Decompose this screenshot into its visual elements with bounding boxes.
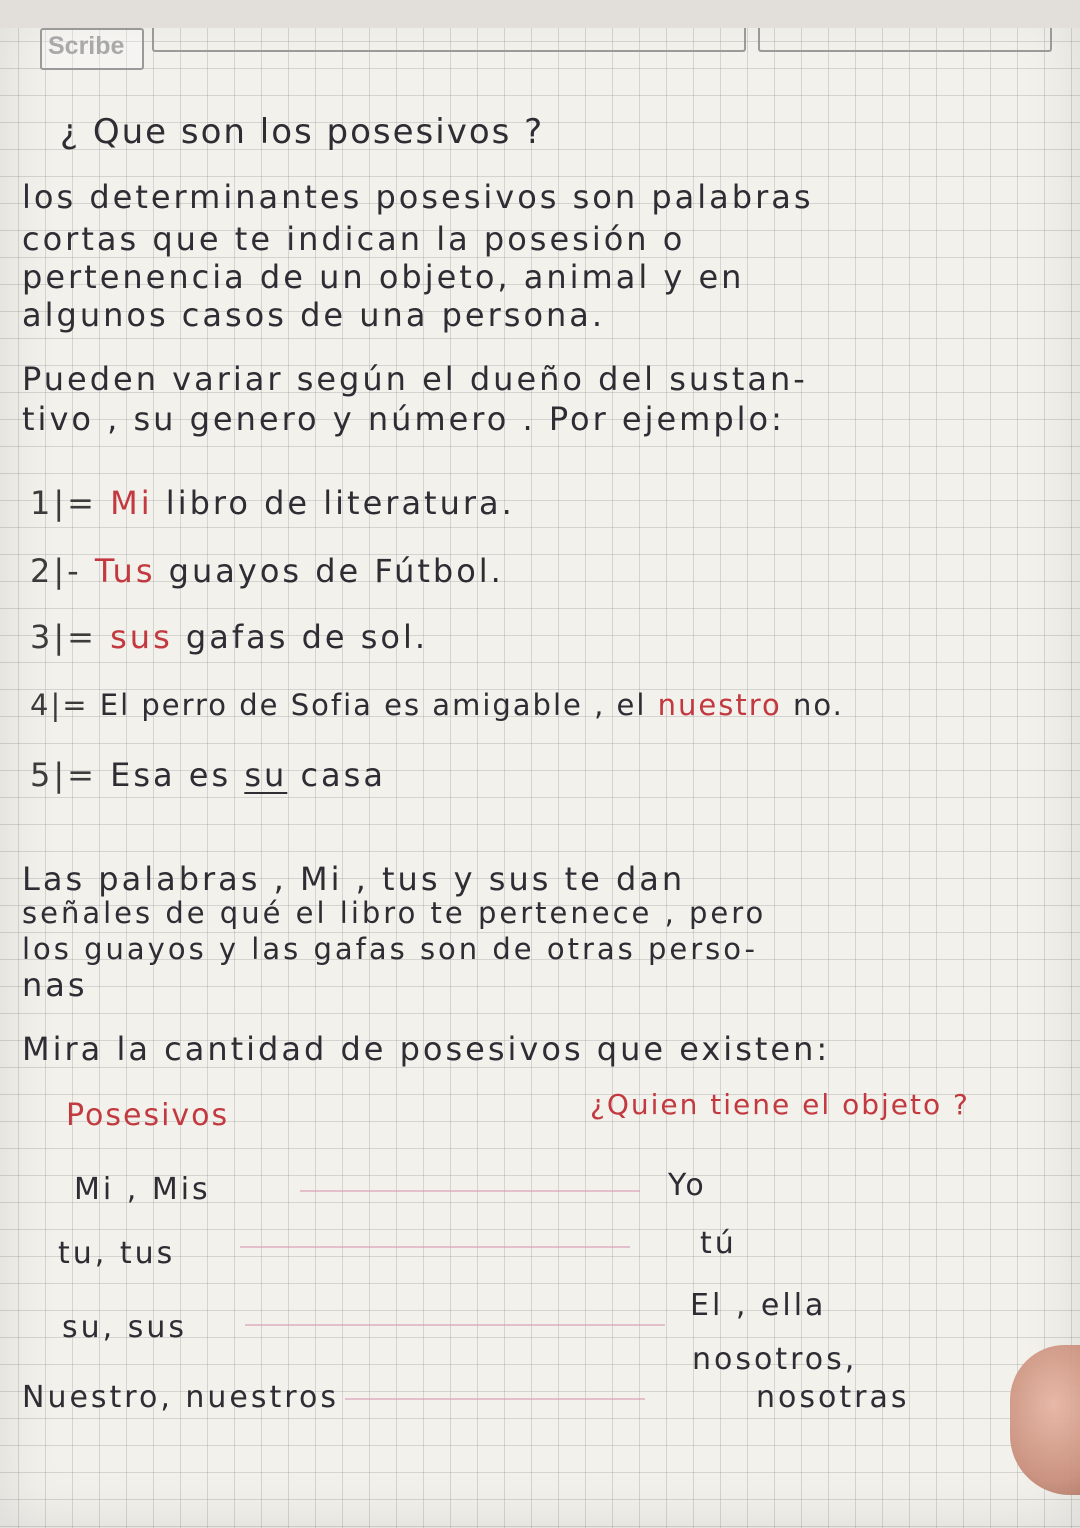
- intro-line-4: algunos casos de una persona.: [22, 296, 606, 334]
- explanation-line-1: Las palabras , Mi , tus y sus te dan: [22, 860, 686, 898]
- table-row-1-left: Mi , Mis: [74, 1172, 211, 1207]
- example-5: [30, 756, 386, 794]
- table-row-4-left: Nuestro, nuestros: [22, 1380, 339, 1415]
- example-text-pre: El perro de Sofia es amigable , el: [99, 688, 658, 722]
- brand-logo: [40, 28, 144, 70]
- row-connector: [240, 1246, 630, 1248]
- row-connector: [345, 1398, 645, 1400]
- row-connector: [245, 1324, 665, 1326]
- header-field-date: [152, 28, 746, 52]
- page-header: [40, 28, 1050, 68]
- example-text: libro de literatura.: [152, 484, 515, 522]
- vary-line-2: tivo , su genero y número . Por ejemplo:: [22, 400, 785, 438]
- row-connector: [300, 1190, 640, 1192]
- example-number: 3|=: [30, 618, 97, 656]
- intro-line-2: cortas que te indican la posesión o: [22, 220, 686, 258]
- example-text-pre: Esa es: [110, 756, 245, 794]
- table-row-3-left: su, sus: [62, 1310, 187, 1345]
- top-margin: [0, 0, 1080, 28]
- table-row-3-right: El , ella: [690, 1288, 827, 1323]
- table-row-2-right: tú: [700, 1226, 737, 1261]
- intro-line-1: los determinantes posesivos son palabras: [22, 178, 814, 216]
- example-number: 5|=: [30, 756, 97, 794]
- example-2: [30, 552, 504, 590]
- example-number: 4|=: [30, 688, 89, 722]
- possessive-word: sus: [110, 618, 173, 656]
- brand-text: Scribe: [48, 32, 125, 60]
- intro-line-3: pertenencia de un objeto, animal y en: [22, 258, 745, 296]
- table-row-4-right: nosotros,: [692, 1342, 858, 1377]
- example-text: casa: [287, 756, 386, 794]
- explanation-line-2: señales de qué el libro te pertenece , pero: [22, 896, 767, 930]
- example-3: [30, 618, 428, 656]
- page-title: ¿ Que son los posesivos ?: [60, 112, 545, 152]
- example-text: no.: [781, 688, 844, 722]
- example-4: [30, 688, 844, 722]
- explanation-line-4: nas: [22, 966, 88, 1004]
- header-field-no: [758, 28, 1052, 52]
- table-head-left: Posesivos: [66, 1098, 230, 1133]
- example-number: 1|=: [30, 484, 97, 522]
- example-text: guayos de Fútbol.: [155, 552, 504, 590]
- example-1: [30, 484, 515, 522]
- vary-line-1: Pueden variar según el dueño del sustan-: [22, 360, 808, 398]
- possessive-word: Tus: [94, 552, 156, 590]
- underlined-possessive: su: [244, 756, 288, 794]
- example-number: 2|-: [30, 552, 82, 590]
- table-row-2-left: tu, tus: [58, 1236, 176, 1271]
- possessive-word: nuestro: [657, 688, 782, 722]
- possessive-word: Mi: [110, 484, 153, 522]
- table-row-4-right-2: nosotras: [756, 1380, 910, 1415]
- explanation-line-3: los guayos y las gafas son de otras perso-: [22, 932, 759, 966]
- table-head-right: ¿Quien tiene el objeto ?: [590, 1088, 970, 1121]
- finger-photo-edge: [1010, 1345, 1080, 1495]
- table-row-1-right: Yo: [668, 1168, 707, 1203]
- example-text: gafas de sol.: [172, 618, 429, 656]
- mira-line: Mira la cantidad de posesivos que existen:: [22, 1030, 831, 1068]
